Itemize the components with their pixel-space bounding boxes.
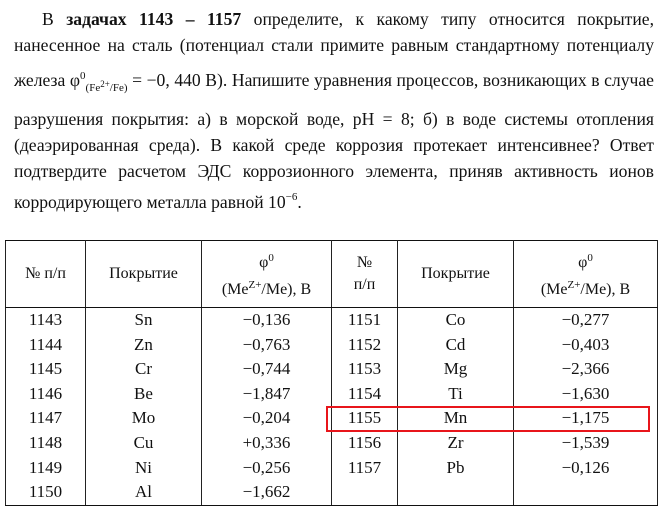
potential-cell: +0,336 — [202, 431, 332, 456]
potential-cell: −0,126 — [514, 456, 658, 481]
num-cell: 1152 — [332, 333, 398, 358]
coating-cell: Cr — [86, 357, 202, 382]
coating-cell: Mo — [86, 406, 202, 431]
coating-cell — [398, 480, 514, 505]
num-cell: 1157 — [332, 456, 398, 481]
potential-cell: −1,662 — [202, 480, 332, 505]
num-cell: 1153 — [332, 357, 398, 382]
activity-exponent: −6 — [285, 191, 298, 203]
fe-charge: 2+ — [100, 79, 110, 89]
table-row — [6, 480, 658, 505]
num-cell: 1156 — [332, 431, 398, 456]
highlight-box — [326, 406, 650, 432]
table-row — [6, 456, 658, 481]
task-range: задачах 1143 – 1157 — [66, 9, 242, 29]
header-potential-left: $\varphi^0$ $(Me^{Z+}/Me)$, В — [202, 241, 332, 308]
potential-cell: −0,136 — [202, 308, 332, 333]
table-row — [6, 431, 658, 456]
num-cell: 1150 — [6, 480, 86, 505]
header-potential-right: $\varphi^0$ $(Me^{Z+}/Me)$, В — [514, 241, 658, 308]
table-row — [6, 357, 658, 382]
table-row — [6, 333, 658, 358]
potential-cell — [514, 480, 658, 505]
num-cell: 1151 — [332, 308, 398, 333]
coating-cell: Mn — [398, 406, 514, 431]
num-cell: 1147 — [6, 406, 86, 431]
coating-cell: Cd — [398, 333, 514, 358]
potential-cell: −0,744 — [202, 357, 332, 382]
header-coating-left: Покрытие — [86, 241, 202, 308]
intro-part1: определите, к какому типу относится покрытие, нанесенное на сталь (потенциал стали примите равным стандартному потенциалу железа — [14, 9, 654, 90]
num-cell: 1149 — [6, 456, 86, 481]
coating-cell: Cu — [86, 431, 202, 456]
intro-part2: Напишите уравнения процессов, возникающих в случае разрушения покрытия: а) в морской воде, pH = 8; б) в воде системы отопления (деаэрированная среда). В какой среде коррозия протекает интенсивнее? Ответ подтвердите расчетом ЭДС коррозионного элемента, приняв активность ионов корродирующего металла равной 10 — [14, 70, 654, 212]
problem-paragraph — [14, 6, 654, 215]
coating-cell: Zn — [86, 333, 202, 358]
coating-cell: Mg — [398, 357, 514, 382]
coating-cell: Ni — [86, 456, 202, 481]
potential-cell: −1,539 — [514, 431, 658, 456]
coating-cell: Zr — [398, 431, 514, 456]
coating-cell: Sn — [86, 308, 202, 333]
num-cell: 1143 — [6, 308, 86, 333]
table-header-row — [6, 241, 658, 308]
potential-cell: −2,366 — [514, 357, 658, 382]
num-cell: 1154 — [332, 382, 398, 407]
coating-cell: Al — [86, 480, 202, 505]
phi-subscript: (Fe2+/Fe) — [85, 79, 128, 94]
num-cell: 1146 — [6, 382, 86, 407]
problem-statement — [14, 6, 654, 215]
potential-cell: −0,256 — [202, 456, 332, 481]
potential-cell: −1,175 — [514, 406, 658, 431]
num-cell: 1144 — [6, 333, 86, 358]
phi-superscript: 0 — [80, 70, 86, 82]
potential-cell: −1,847 — [202, 382, 332, 407]
coating-cell: Be — [86, 382, 202, 407]
num-cell: 1145 — [6, 357, 86, 382]
phi-symbol: φ — [69, 70, 81, 90]
num-cell: 1148 — [6, 431, 86, 456]
phi-value: = −0, 440 В). — [127, 70, 228, 90]
potential-cell: −0,277 — [514, 308, 658, 333]
header-coating-right: Покрытие — [398, 241, 514, 308]
coating-cell: Ti — [398, 382, 514, 407]
potential-cell: −0,403 — [514, 333, 658, 358]
potential-cell: −1,630 — [514, 382, 658, 407]
table-row — [6, 308, 658, 333]
header-num-left: № п/п — [6, 241, 86, 308]
intro-lead: В — [42, 9, 67, 29]
header-num-right: № п/п — [332, 241, 398, 308]
table-row — [6, 382, 658, 407]
potential-cell: −0,763 — [202, 333, 332, 358]
num-cell: 1155 — [332, 406, 398, 431]
iron-potential-formula — [69, 70, 228, 94]
coatings-table — [5, 240, 658, 506]
coating-cell: Co — [398, 308, 514, 333]
coating-cell: Pb — [398, 456, 514, 481]
potential-cell: −0,204 — [202, 406, 332, 431]
num-cell — [332, 480, 398, 505]
intro-end: . — [297, 192, 302, 212]
